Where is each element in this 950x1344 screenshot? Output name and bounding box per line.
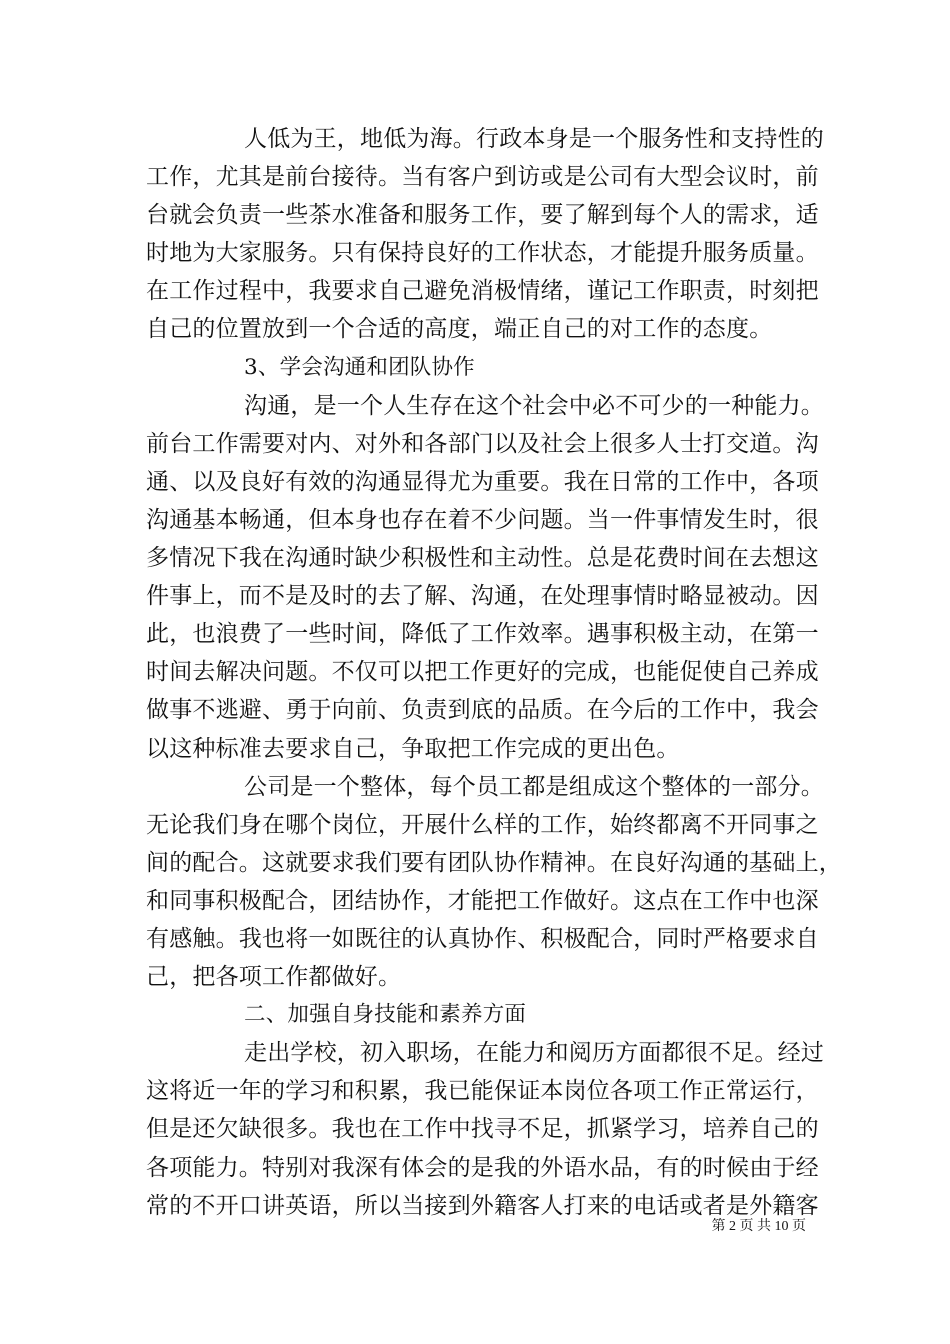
page-number-footer: 第 2 页 共 10 页 xyxy=(711,1219,806,1234)
paragraph-line: 在工作过程中，我要求自己避免消极情绪，谨记工作职责，时刻把 xyxy=(146,278,819,305)
section-heading: 二、加强自身技能和素养方面 xyxy=(244,1002,527,1028)
paragraph-line: 多情况下我在沟通时缺少积极性和主动性。总是花费时间在去想这 xyxy=(146,545,819,572)
paragraph-line: 时地为大家服务。只有保持良好的工作状态，才能提升服务质量。 xyxy=(146,240,819,267)
paragraph-line: 走出学校，初入职场，在能力和阅历方面都很不足。经过 xyxy=(244,1040,824,1067)
paragraph-line: 常的不开口讲英语，所以当接到外籍客人打来的电话或者是外籍客 xyxy=(146,1192,819,1219)
paragraph-line: 以这种标准去要求自己，争取把工作完成的更出色。 xyxy=(146,735,680,762)
paragraph-line: 时间去解决问题。不仅可以把工作更好的完成，也能促使自己养成 xyxy=(146,659,819,686)
paragraph-line: 此，也浪费了一些时间，降低了工作效率。遇事积极主动，在第一 xyxy=(146,621,819,648)
section-heading: 3、学会沟通和团队协作 xyxy=(244,354,475,380)
paragraph-line: 做事不逃避、勇于向前、负责到底的品质。在今后的工作中，我会 xyxy=(146,697,819,724)
paragraph-line: 间的配合。这就要求我们要有团队协作精神。在良好沟通的基础上， xyxy=(146,849,842,876)
paragraph-line: 台就会负责一些茶水准备和服务工作，要了解到每个人的需求，适 xyxy=(146,202,819,229)
paragraph-line: 这将近一年的学习和积累，我已能保证本岗位各项工作正常运行， xyxy=(146,1078,819,1105)
paragraph-line: 各项能力。特别对我深有体会的是我的外语水品，有的时候由于经 xyxy=(146,1154,819,1181)
body-text xyxy=(146,120,842,1225)
paragraph-line: 件事上，而不是及时的去了解、沟通，在处理事情时略显被动。因 xyxy=(146,583,819,610)
paragraph-line: 沟通基本畅通，但本身也存在着不少问题。当一件事情发生时，很 xyxy=(146,506,819,533)
paragraph-line: 己，把各项工作都做好。 xyxy=(146,964,402,991)
paragraph-line: 无论我们身在哪个岗位，开展什么样的工作，始终都离不开同事之 xyxy=(146,811,819,838)
paragraph-line: 沟通，是一个人生存在这个社会中必不可少的一种能力。 xyxy=(244,392,824,419)
paragraph-line: 有感触。我也将一如既往的认真协作、积极配合，同时严格要求自 xyxy=(146,925,819,952)
paragraph-line: 公司是一个整体，每个员工都是组成这个整体的一部分。 xyxy=(244,773,824,800)
paragraph-line: 人低为王，地低为海。行政本身是一个服务性和支持性的 xyxy=(244,126,824,152)
paragraph-line: 自己的位置放到一个合适的高度，端正自己的对工作的态度。 xyxy=(146,316,773,343)
paragraph-line: 前台工作需要对内、对外和各部门以及社会上很多人士打交道。沟 xyxy=(146,430,819,457)
paragraph-line: 通、以及良好有效的沟通显得尤为重要。我在日常的工作中，各项 xyxy=(146,468,819,495)
paragraph-line: 但是还欠缺很多。我也在工作中找寻不足，抓紧学习，培养自己的 xyxy=(146,1116,819,1143)
paragraph-line: 和同事积极配合，团结协作，才能把工作做好。这点在工作中也深 xyxy=(146,887,819,914)
paragraph-line: 工作，尤其是前台接待。当有客户到访或是公司有大型会议时，前 xyxy=(146,164,819,191)
